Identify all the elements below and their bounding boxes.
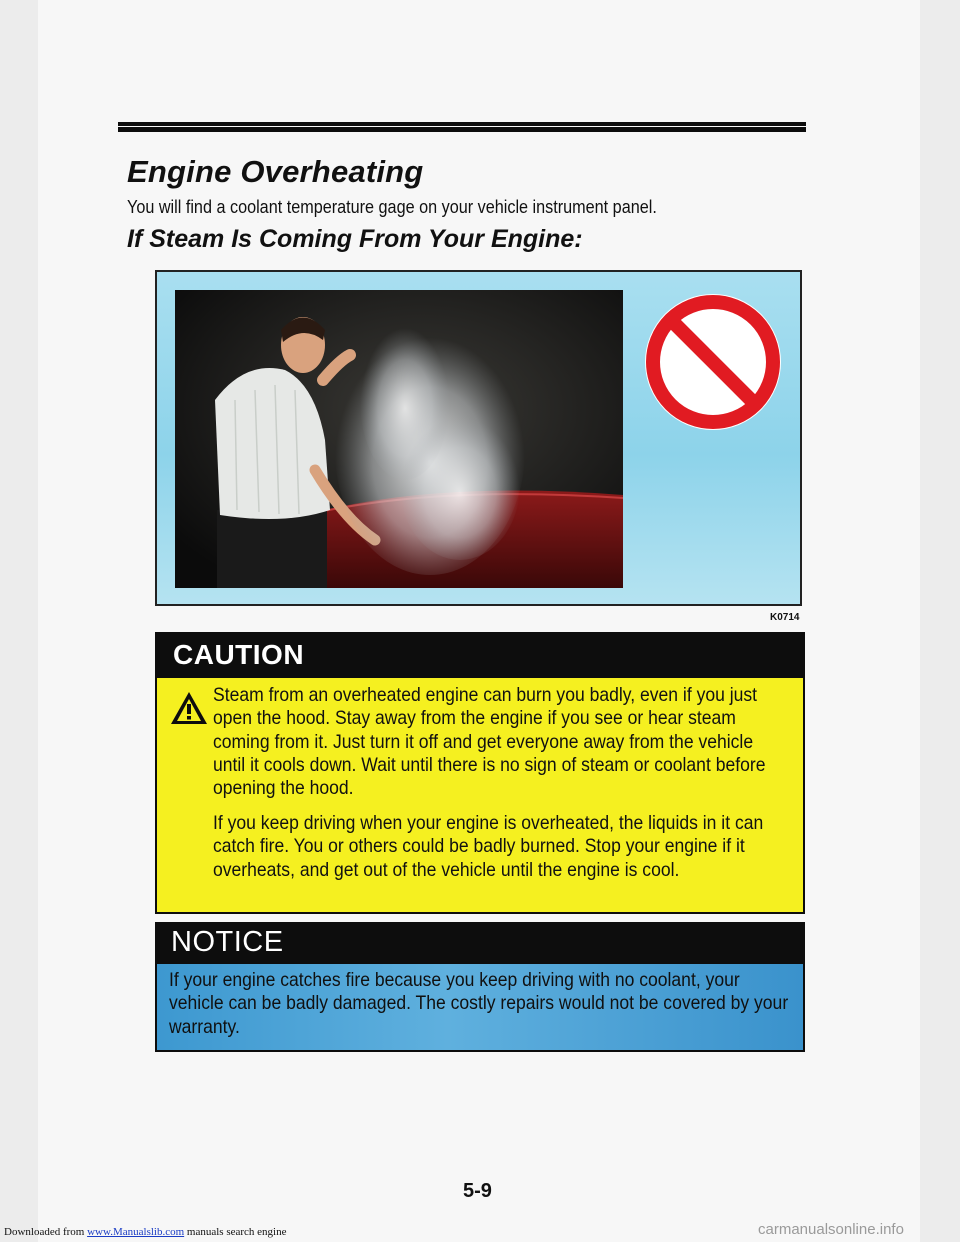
caution-title: CAUTION xyxy=(173,639,305,670)
steam-photo xyxy=(175,290,623,588)
sub-heading: If Steam Is Coming From Your Engine: xyxy=(127,225,583,253)
steam-figure xyxy=(155,270,802,606)
footer-prefix: Downloaded from xyxy=(4,1226,85,1238)
right-margin xyxy=(920,0,960,1242)
download-footer xyxy=(4,1226,286,1238)
notice-box xyxy=(155,922,805,1052)
left-margin xyxy=(0,0,38,1242)
caution-paragraph-2: If you keep driving when your engine is overheated, the liquids in it can catch fire. You or others could be badly burned. Stop your engine if it overheats, and get out of the vehicle until the engine is cool. xyxy=(213,812,764,881)
manualslib-link[interactable]: www.Manualslib.com xyxy=(87,1226,185,1238)
notice-title: NOTICE xyxy=(171,926,284,958)
intro-text: You will find a coolant temperature gage on your vehicle instrument panel. xyxy=(127,197,657,217)
figure-code: K0714 xyxy=(770,612,800,623)
caution-header xyxy=(157,634,803,678)
header-rule xyxy=(118,122,806,132)
notice-text: If your engine catches fire because you keep driving with no coolant, your vehicle can be badly damaged. The costly repairs would not be covered by your warranty. xyxy=(169,969,789,1038)
page-number: 5-9 xyxy=(463,1180,492,1202)
caution-paragraph-1: Steam from an overheated engine can burn you badly, even if you just open the hood. Stay away from the engine if you see or hear steam coming from it. Just turn it off and get everyone away from the vehicle until it cools down. Wait until there is no sign of steam or coolant before opening the hood. xyxy=(213,684,766,800)
watermark-text: carmanualsonline.info xyxy=(758,1221,904,1238)
warning-triangle-icon xyxy=(169,690,209,726)
section-heading: Engine Overheating xyxy=(127,154,424,189)
notice-header xyxy=(157,924,803,964)
prohibition-icon xyxy=(639,288,787,436)
footer-suffix: manuals search engine xyxy=(186,1226,287,1238)
caution-box xyxy=(155,632,805,914)
